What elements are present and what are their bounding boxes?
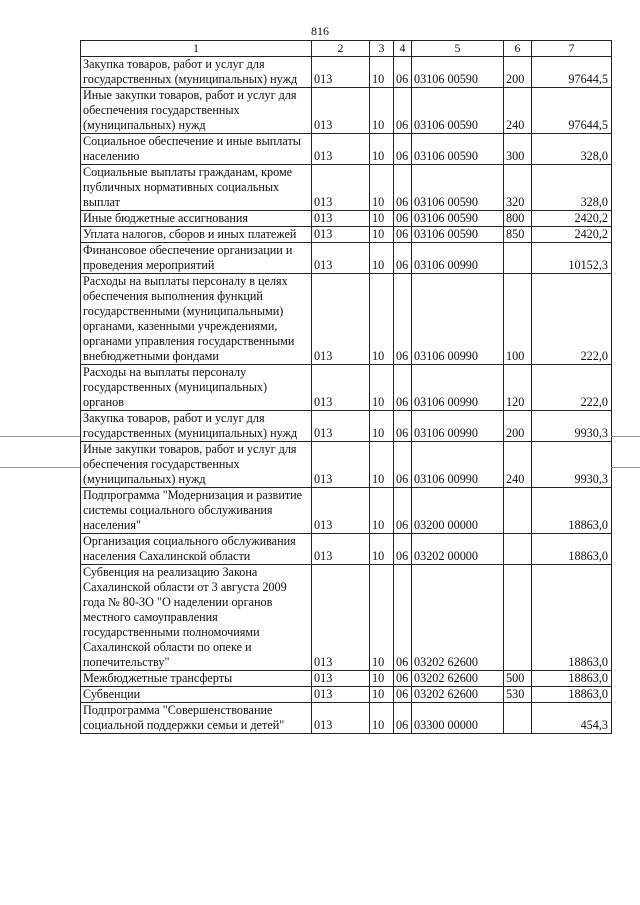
table-row bbox=[81, 565, 612, 671]
row-name: Подпрограмма "Модернизация и развитие системы социального обслуживания населения" bbox=[81, 488, 312, 534]
table-row bbox=[81, 88, 612, 134]
table-row bbox=[81, 227, 612, 243]
table-row bbox=[81, 165, 612, 211]
row-subsection-code: 06 bbox=[394, 565, 412, 671]
row-subsection-code: 06 bbox=[394, 687, 412, 703]
row-target-code: 03106 00990 bbox=[412, 274, 504, 365]
row-ministry-code: 013 bbox=[312, 703, 370, 734]
row-target-code: 03202 62600 bbox=[412, 671, 504, 687]
column-header-4: 4 bbox=[394, 41, 412, 57]
row-ministry-code: 013 bbox=[312, 365, 370, 411]
scan-artifact-line bbox=[0, 467, 80, 468]
row-subsection-code: 06 bbox=[394, 165, 412, 211]
table-row bbox=[81, 211, 612, 227]
table-row bbox=[81, 534, 612, 565]
row-subsection-code: 06 bbox=[394, 703, 412, 734]
row-expense-type: 530 bbox=[504, 687, 532, 703]
row-expense-type: 800 bbox=[504, 211, 532, 227]
table-row bbox=[81, 134, 612, 165]
row-expense-type bbox=[504, 703, 532, 734]
row-subsection-code: 06 bbox=[394, 534, 412, 565]
row-amount: 18863,0 bbox=[532, 488, 612, 534]
row-amount: 18863,0 bbox=[532, 671, 612, 687]
row-target-code: 03106 00590 bbox=[412, 57, 504, 88]
row-section-code: 10 bbox=[370, 274, 394, 365]
budget-table bbox=[80, 40, 612, 734]
row-subsection-code: 06 bbox=[394, 365, 412, 411]
row-amount: 97644,5 bbox=[532, 57, 612, 88]
row-section-code: 10 bbox=[370, 565, 394, 671]
column-header-7: 7 bbox=[532, 41, 612, 57]
row-section-code: 10 bbox=[370, 88, 394, 134]
column-header-3: 3 bbox=[370, 41, 394, 57]
row-expense-type bbox=[504, 534, 532, 565]
row-expense-type bbox=[504, 488, 532, 534]
row-ministry-code: 013 bbox=[312, 442, 370, 488]
scan-artifact-line bbox=[611, 436, 640, 437]
row-expense-type bbox=[504, 565, 532, 671]
row-amount: 9930,3 bbox=[532, 411, 612, 442]
row-name: Закупка товаров, работ и услуг для государственных (муниципальных) нужд bbox=[81, 57, 312, 88]
page-number: 816 bbox=[311, 24, 329, 38]
row-subsection-code: 06 bbox=[394, 57, 412, 88]
row-expense-type: 200 bbox=[504, 57, 532, 88]
row-name: Социальное обеспечение и иные выплаты населению bbox=[81, 134, 312, 165]
row-target-code: 03202 62600 bbox=[412, 687, 504, 703]
row-amount: 2420,2 bbox=[532, 211, 612, 227]
row-target-code: 03106 00990 bbox=[412, 442, 504, 488]
row-ministry-code: 013 bbox=[312, 565, 370, 671]
table-row bbox=[81, 411, 612, 442]
row-name: Финансовое обеспечение организации и проведения мероприятий bbox=[81, 243, 312, 274]
row-subsection-code: 06 bbox=[394, 88, 412, 134]
row-ministry-code: 013 bbox=[312, 411, 370, 442]
column-header-5: 5 bbox=[412, 41, 504, 57]
row-expense-type: 850 bbox=[504, 227, 532, 243]
row-section-code: 10 bbox=[370, 703, 394, 734]
row-target-code: 03106 00590 bbox=[412, 211, 504, 227]
row-amount: 9930,3 bbox=[532, 442, 612, 488]
row-ministry-code: 013 bbox=[312, 57, 370, 88]
row-target-code: 03202 62600 bbox=[412, 565, 504, 671]
row-section-code: 10 bbox=[370, 687, 394, 703]
table-row bbox=[81, 365, 612, 411]
row-ministry-code: 013 bbox=[312, 227, 370, 243]
row-subsection-code: 06 bbox=[394, 442, 412, 488]
row-name: Социальные выплаты гражданам, кроме публичных нормативных социальных выплат bbox=[81, 165, 312, 211]
row-section-code: 10 bbox=[370, 411, 394, 442]
row-expense-type: 240 bbox=[504, 442, 532, 488]
column-header-1: 1 bbox=[81, 41, 312, 57]
row-amount: 328,0 bbox=[532, 134, 612, 165]
row-amount: 18863,0 bbox=[532, 534, 612, 565]
row-expense-type: 300 bbox=[504, 134, 532, 165]
row-amount: 10152,3 bbox=[532, 243, 612, 274]
row-ministry-code: 013 bbox=[312, 534, 370, 565]
row-section-code: 10 bbox=[370, 165, 394, 211]
row-section-code: 10 bbox=[370, 442, 394, 488]
row-target-code: 03106 00990 bbox=[412, 365, 504, 411]
row-expense-type bbox=[504, 243, 532, 274]
row-name: Закупка товаров, работ и услуг для государственных (муниципальных) нужд bbox=[81, 411, 312, 442]
row-amount: 2420,2 bbox=[532, 227, 612, 243]
row-section-code: 10 bbox=[370, 488, 394, 534]
row-ministry-code: 013 bbox=[312, 211, 370, 227]
column-header-6: 6 bbox=[504, 41, 532, 57]
row-target-code: 03106 00590 bbox=[412, 88, 504, 134]
row-amount: 97644,5 bbox=[532, 88, 612, 134]
row-ministry-code: 013 bbox=[312, 687, 370, 703]
row-name: Иные бюджетные ассигнования bbox=[81, 211, 312, 227]
row-target-code: 03202 00000 bbox=[412, 534, 504, 565]
row-section-code: 10 bbox=[370, 134, 394, 165]
row-ministry-code: 013 bbox=[312, 134, 370, 165]
row-ministry-code: 013 bbox=[312, 274, 370, 365]
table-row bbox=[81, 57, 612, 88]
row-subsection-code: 06 bbox=[394, 211, 412, 227]
row-target-code: 03200 00000 bbox=[412, 488, 504, 534]
row-ministry-code: 013 bbox=[312, 88, 370, 134]
row-expense-type: 100 bbox=[504, 274, 532, 365]
table-row bbox=[81, 243, 612, 274]
row-name: Расходы на выплаты персоналу государственных (муниципальных) органов bbox=[81, 365, 312, 411]
row-section-code: 10 bbox=[370, 57, 394, 88]
row-subsection-code: 06 bbox=[394, 671, 412, 687]
table-row bbox=[81, 488, 612, 534]
row-section-code: 10 bbox=[370, 211, 394, 227]
row-section-code: 10 bbox=[370, 227, 394, 243]
row-subsection-code: 06 bbox=[394, 488, 412, 534]
row-amount: 222,0 bbox=[532, 365, 612, 411]
row-expense-type: 320 bbox=[504, 165, 532, 211]
row-name: Субвенции bbox=[81, 687, 312, 703]
table-row bbox=[81, 687, 612, 703]
table-row bbox=[81, 274, 612, 365]
scan-artifact-line bbox=[0, 436, 80, 437]
row-target-code: 03106 00590 bbox=[412, 165, 504, 211]
row-expense-type: 200 bbox=[504, 411, 532, 442]
table-row bbox=[81, 703, 612, 734]
row-ministry-code: 013 bbox=[312, 671, 370, 687]
row-amount: 454,3 bbox=[532, 703, 612, 734]
row-section-code: 10 bbox=[370, 671, 394, 687]
row-subsection-code: 06 bbox=[394, 274, 412, 365]
table-header-row bbox=[81, 41, 612, 57]
row-expense-type: 240 bbox=[504, 88, 532, 134]
row-subsection-code: 06 bbox=[394, 227, 412, 243]
row-section-code: 10 bbox=[370, 243, 394, 274]
row-name: Межбюджетные трансферты bbox=[81, 671, 312, 687]
row-name: Расходы на выплаты персоналу в целях обеспечения выполнения функций государственными (муниципальными) органами, казенными учреждениями, органами управления государственными внебюджетными фондами bbox=[81, 274, 312, 365]
row-ministry-code: 013 bbox=[312, 243, 370, 274]
row-expense-type: 120 bbox=[504, 365, 532, 411]
row-name: Иные закупки товаров, работ и услуг для обеспечения государственных (муниципальных) нужд bbox=[81, 442, 312, 488]
row-amount: 18863,0 bbox=[532, 565, 612, 671]
row-amount: 222,0 bbox=[532, 274, 612, 365]
scan-artifact-line bbox=[611, 467, 640, 468]
row-subsection-code: 06 bbox=[394, 134, 412, 165]
table-row bbox=[81, 442, 612, 488]
row-name: Организация социального обслуживания населения Сахалинской области bbox=[81, 534, 312, 565]
row-section-code: 10 bbox=[370, 365, 394, 411]
column-header-2: 2 bbox=[312, 41, 370, 57]
row-target-code: 03106 00590 bbox=[412, 227, 504, 243]
row-name: Субвенция на реализацию Закона Сахалинской области от 3 августа 2009 года № 80-ЗО "О наделении органов местного самоуправления государственными полномочиями Сахалинской области по опеке и попечительству" bbox=[81, 565, 312, 671]
row-target-code: 03106 00990 bbox=[412, 243, 504, 274]
row-ministry-code: 013 bbox=[312, 488, 370, 534]
row-expense-type: 500 bbox=[504, 671, 532, 687]
row-name: Уплата налогов, сборов и иных платежей bbox=[81, 227, 312, 243]
row-target-code: 03106 00990 bbox=[412, 411, 504, 442]
row-amount: 18863,0 bbox=[532, 687, 612, 703]
row-subsection-code: 06 bbox=[394, 243, 412, 274]
row-name: Подпрограмма "Совершенствование социальной поддержки семьи и детей" bbox=[81, 703, 312, 734]
row-ministry-code: 013 bbox=[312, 165, 370, 211]
row-subsection-code: 06 bbox=[394, 411, 412, 442]
row-target-code: 03300 00000 bbox=[412, 703, 504, 734]
row-section-code: 10 bbox=[370, 534, 394, 565]
table-row bbox=[81, 671, 612, 687]
row-amount: 328,0 bbox=[532, 165, 612, 211]
row-name: Иные закупки товаров, работ и услуг для обеспечения государственных (муниципальных) нужд bbox=[81, 88, 312, 134]
row-target-code: 03106 00590 bbox=[412, 134, 504, 165]
